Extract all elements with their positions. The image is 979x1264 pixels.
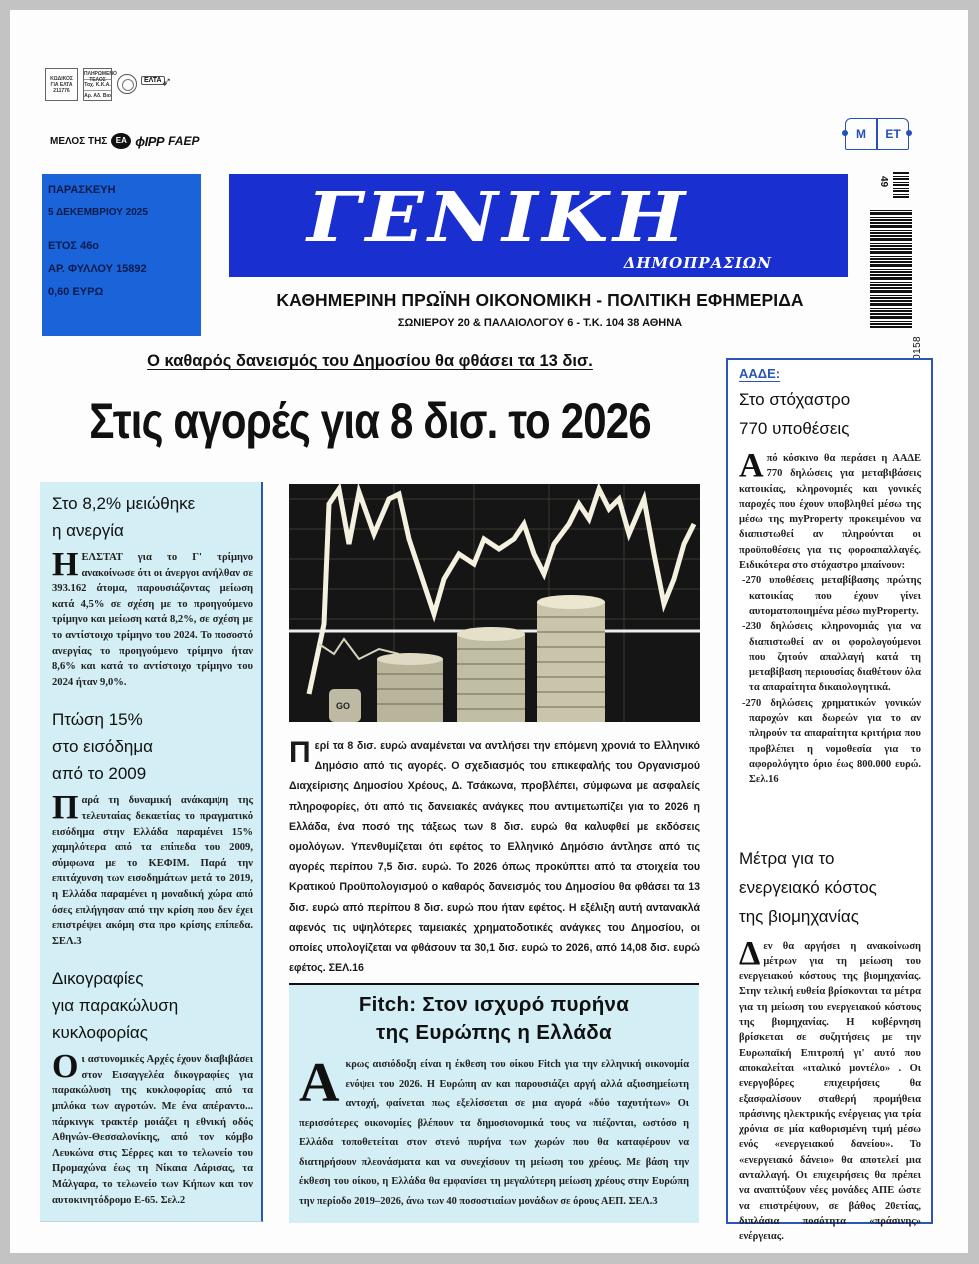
ea-logo-icon: ΕΑ — [111, 133, 131, 149]
brief-text: ι αστυνομικές Αρχές έχουν διαβιβάσει στον Εισαγγελέα δικογραφίες για παρακώλυση της κυκλοφορίας από τα μπλόκα των αγροτών. Με ένα απέραντο... πάρκινγκ τρακτέρ μοιάζει η εθνική οδός Αθηνών-Θεσσαλονίκης, από τον κόμβο Λευκώνα στις Σέρρες και το τελωνείο του Προμαχώνα έως τη Νίκαια Λάρισας, τα Μάλγαρα, το τελωνείο των Κήπων και τον αυτοκινητόδρομο Ε-65. Σελ.2 — [52, 1054, 253, 1206]
lead-article-text: ερί τα 8 δισ. ευρώ αναμένεται να αντλήσει την επόμενη χρονιά το Ελληνικό Δημόσιο από τις αγορές. Ο σχεδιασμός του επικεφαλής του Οργανισμού Διαχείρισης Δημοσίου Χρέους, Δ. Τσάκωνα, προβλέπει, σύμφωνα με ασφαλείς πληροφορίες, ότι από τις δανειακές ανάγκες που αντιμετωπίζει για το 2026 η Ελλάδα, ένα ποσό της τάξεως των 8 δισ. ευρώ θα καλυφθεί με εκδόσεις ομολόγων. Υπενθυμίζεται ότι εφέτος το Ελληνικό Δημόσιο άντλησε από τις αγορές περίπου 7,5 δισ. ευρώ. Το 2026 όπως προκύπτει από τα στοιχεία του Κρατικού Προϋπολογισμού ο καθαρός δανεισμός του Δημοσίου θα φθάσει τα 13 δισ. ευρώ από περίπου 8 δισ. ευρώ που ήταν εφέτος. Η εξέλιξη αυτή αντανακλά αφενός τις υψηλότερες ταμειακές χρηματοδοτικές ανάγκες του Δημοσίου, οι οποίες υπολογίζεται να φθάσουν τα 30,1 δισ. ευρώ το 2026, από 14,08 δισ. ευρώ εφέτος. ΣΕΛ.16 — [289, 740, 700, 975]
left-column-briefs — [40, 482, 263, 1222]
brief-text: αρά τη δυναμική ανάκαμψη της τελευταίας δεκαετίας το πραγματικό εισόδημα στην Ελλάδα παραμένει 15% χαμηλότερα από τα επίπεδα του 2009, σύμφωνα με το ΚΕΦΙΜ. Παρά την επιτάχυνση των εισοδημάτων μετά το 2019, η Ελλάδα παραμένει η μοναδική χώρα από όσες επλήγησαν από την κρίση που δεν έχει επιστρέψει ακόμη στα προ κρίσης επίπεδα. ΣΕΛ.3 — [52, 795, 253, 947]
addon-code: 49 — [878, 176, 889, 188]
issue-info-box — [42, 174, 201, 336]
title-line: Στο 8,2% μειώθηκε — [52, 494, 196, 513]
dropcap: Π — [289, 736, 311, 769]
brief-traffic — [52, 965, 253, 1208]
brief-body — [52, 546, 253, 690]
brief-unemployment — [52, 490, 253, 690]
dropcap: Π — [52, 789, 79, 827]
met-book-logo — [845, 118, 911, 156]
title-line: στο εισόδημα — [52, 737, 153, 757]
dropcap: Α — [739, 447, 764, 484]
dropcap: Δ — [739, 934, 761, 972]
stamp-line: Αρ. Αδ. Βιο — [84, 93, 111, 99]
brief-body — [52, 1048, 253, 1208]
met-right-page: ΕΤ — [877, 118, 909, 150]
masthead-tagline: ΚΑΘΗΜΕΡΙΝΗ ΠΡΩΪΝΗ ΟΙΚΟΝΟΜΙΚΗ - ΠΟΛΙΤΙΚΗ ΕΦΗΜΕΡΙΔΑ — [276, 290, 804, 310]
lead-kicker-text: Ο καθαρός δανεισμός του Δημοσίου θα φθάσει τα 13 δισ. — [147, 352, 593, 370]
brief-income — [52, 706, 253, 949]
story-bullet: -230 δηλώσεις κληρονομιάς για να διαπιστωθεί αν οι φορολογούμενοι που ζητούν απαλλαγή κατά τη μεταβίβαση περιουσίας διαθέτουν όλα τα απαραίτητα δικαιολογητικά. — [742, 621, 921, 694]
postal-code-stamp — [45, 68, 78, 101]
book-dot-icon — [842, 130, 848, 136]
stamp-line: ΚΩΔΙΚΟΣ — [50, 76, 73, 82]
story-text: εν θα αργήσει η ανακοίνωση μέτρων για τη μείωση του ενεργειακού κόστους της βιομηχανίας. Στην τελική ευθεία βρίσκονται τα μέτρα για τη μείωση του ενεργειακού κόστους της βιομηχανίας. Η κυβέρνηση βρίσκεται σε συζητήσεις με την Ευρωπαϊκή Επιτροπή γι' αυτό που αποκαλείται «ιταλικό μοντέλο» . Οι ενεργοβόρες επιχειρήσεις θα εξασφαλίσουν σταθερή προμήθεια πράσινης ηλεκτρικής ενέργειας για τρία χρόνια σε μία καθορισμένη τιμή μέσω ενός «ενεργειακού δανείου». Το «ενεργειακό δάνειο» θα αποτελεί μια ανταλλαγή. Οι επιχειρήσεις θα πρέπει να αναπτύξουν νέες μονάδες ΑΠΕ ώστε να επιστρέψουν, σε βάθος 20ετίας, διπλάσια ποσότητα «πράσινης» ενέργειας. — [739, 940, 921, 1243]
newspaper-front-page — [10, 10, 968, 1253]
fitch-text: κρως αισιόδοξη είναι η έκθεση του οίκου Fitch για την ελληνική οικονομία ενόψει του 2026. Η Ευρώπη αν και παρουσιάζει αργή αλλά αξιοσημείωτη αντοχή, φαίνεται πως εξελίσσεται σε μια αγορά «δύο ταχυτήτων» Οι περισσότερες οικονομίες βλέπουν τα δημοσιονομικά τους να πιέζονται, ωστόσο η Ελλάδα τοποθετείται στον στενό πυρήνα των χωρών που θα καταφέρουν να διατηρήσουν πλεονάσματα και να συνεχίσουν τη μείωση του χρέους. Με βάση την έκθεση του οίκου, η Ελλάδα θα εμφανίσει τη μεγαλύτερη μείωση χρέους στην Ευρώπη την περίοδο 2019–2026, άνω των 40 ποσοστιαίων μονάδων σε όρους ΑΕΠ. ΣΕΛ.3 — [299, 1059, 689, 1207]
dropcap: Α — [299, 1052, 340, 1114]
story-bullet: -270 υποθέσεις μεταβίβασης πρώτης κατοικίας που έχουν γίνει αυτοματοποιημένα μέσω myProperty. — [742, 575, 921, 617]
title-line: Πτώση 15% — [52, 710, 143, 730]
lead-article-body — [289, 736, 700, 978]
issue-number: ΑΡ. ΦΥΛΛΟΥ 15892 — [48, 263, 147, 275]
fitch-story-box — [289, 983, 699, 1223]
story-title — [739, 844, 921, 931]
dropcap: Η — [52, 546, 79, 583]
title-line: Δικογραφίες — [52, 969, 144, 989]
book-dot-icon — [906, 130, 912, 136]
fitch-body — [299, 1052, 689, 1211]
aade-story — [739, 366, 921, 788]
lead-headline: Στις αγορές για 8 δισ. το 2026 — [89, 393, 651, 449]
story-body — [739, 447, 921, 573]
elta-logo: ΕΛΤΑ — [141, 76, 165, 85]
title-line: η ανεργία — [52, 521, 124, 540]
met-left-page: Μ — [845, 118, 877, 150]
story-text: πό κόσκινο θα περάσει η ΑΑΔΕ 770 δηλώσεις για μεταβιβάσεις κατοικίας, κληρονομιές και γονικές παροχές που έχουν υποβληθεί μέσω της μέσω της myProperty προκειμένου να διαπιστωθεί αν πληρούνται οι προϋποθέσεις για τις φοροαπαλλαγές. Ειδικότερα στο στόχαστρο μπαίνουν: — [739, 453, 921, 572]
title-line: από το 2009 — [52, 764, 147, 784]
title-line: της βιομηχανίας — [739, 906, 859, 926]
title-line: κυκλοφορίας — [52, 1023, 148, 1043]
lead-kicker — [30, 352, 710, 371]
coin-stack — [377, 595, 605, 722]
masthead-subtitle: ΔΗΜΟΠΡΑΣΙΩΝ — [623, 254, 772, 272]
issue-date: 5 ΔΕΚΕΜΒΡΙΟΥ 2025 — [48, 207, 148, 218]
title-line: ενεργειακό κόστος — [739, 877, 877, 897]
weekday: ΠΑΡΑΣΚΕΥΗ — [48, 184, 116, 196]
masthead-title: ΓΕΝΙΚΗ — [307, 178, 690, 258]
story-title — [739, 385, 921, 443]
brief-title — [52, 490, 253, 544]
brief-text: ΕΛΣΤΑΤ για το Γ' τρίμηνο ανακοίνωσε ότι οι άνεργοι ανήλθαν σε 393.162 άτομα, παρουσιάζοντας μείωση κατά 4,5% σε σχέση με το προηγούμενο τρίμηνο και μείωση κατά 8,2%, σε σχέση με το αντίστοιχο τρίμηνο του 2024. Το ποσοστό ανεργίας το προηγούμενο τρίμηνο ήταν 8,6% και κατά το αντίστοιχο τρίμηνο του 2024 ήταν 9,0%. — [52, 552, 253, 688]
postage-paid-stamp — [83, 68, 117, 101]
title-line: της Ευρώπης η Ελλάδα — [376, 1021, 612, 1044]
issn-barcode — [870, 210, 912, 328]
faep-logo: FAEP — [168, 134, 200, 148]
masthead-address: ΣΩΝΙΕΡΟΥ 20 & ΠΑΛΑΙΟΛΟΓΟΥ 6 - Τ.Κ. 104 38 ΑΘΗΝΑ — [397, 317, 683, 329]
story-bullet: -270 δηλώσεις χρηματικών γονικών παροχών και δωρεών για το αν πληρούν τα απαραίτητα κριτήρια που προβλέπει η νομοθεσία για το αφορολόγητο όριο έως 800.000 ευρώ. Σελ.16 — [742, 697, 921, 786]
right-column — [726, 358, 933, 1243]
story-label: ΑΑΔΕ: — [739, 366, 781, 381]
title-line: 770 υποθέσεις — [739, 419, 850, 438]
postmark-icon — [117, 74, 137, 94]
brief-title — [52, 706, 253, 787]
title-line: για παρακώλυση — [52, 996, 179, 1016]
dropcap: Ο — [52, 1048, 79, 1086]
title-line: Fitch: Στον ισχυρό πυρήνα — [358, 993, 630, 1016]
photo-coin-label: GO — [336, 701, 351, 711]
story-body — [739, 934, 921, 1245]
masthead-logo — [229, 174, 848, 277]
membership-line — [50, 133, 199, 149]
brief-title — [52, 965, 253, 1046]
coins-stock-chart-photo — [289, 484, 700, 722]
energy-story — [739, 844, 921, 1245]
addon-barcode — [893, 172, 909, 198]
membership-prefix: ΜΕΛΟΣ ΤΗΣ — [50, 135, 108, 147]
fitch-title — [299, 991, 689, 1047]
issue-year: ΕΤΟΣ 46ο — [48, 240, 100, 252]
title-line: Στο στόχαστρο — [739, 390, 851, 409]
brief-body — [52, 789, 253, 949]
elta-bird-icon: ➶ — [161, 74, 172, 89]
fipp-logo: ϕIPP — [135, 133, 165, 149]
stamp-line: ΓΙΑ ΕΛΤΑ — [50, 82, 73, 88]
stamp-line: 211776 — [53, 88, 70, 94]
stamp-line: Ταχ. Κ.Κ.Α. — [84, 80, 111, 91]
issue-price: 0,60 ΕΥΡΩ — [48, 286, 104, 298]
stamp-line: ΠΛΗΡΩΜΕΝΟ ΤΕΛΟΣ — [84, 71, 117, 83]
title-line: Μέτρα για το — [739, 848, 835, 868]
